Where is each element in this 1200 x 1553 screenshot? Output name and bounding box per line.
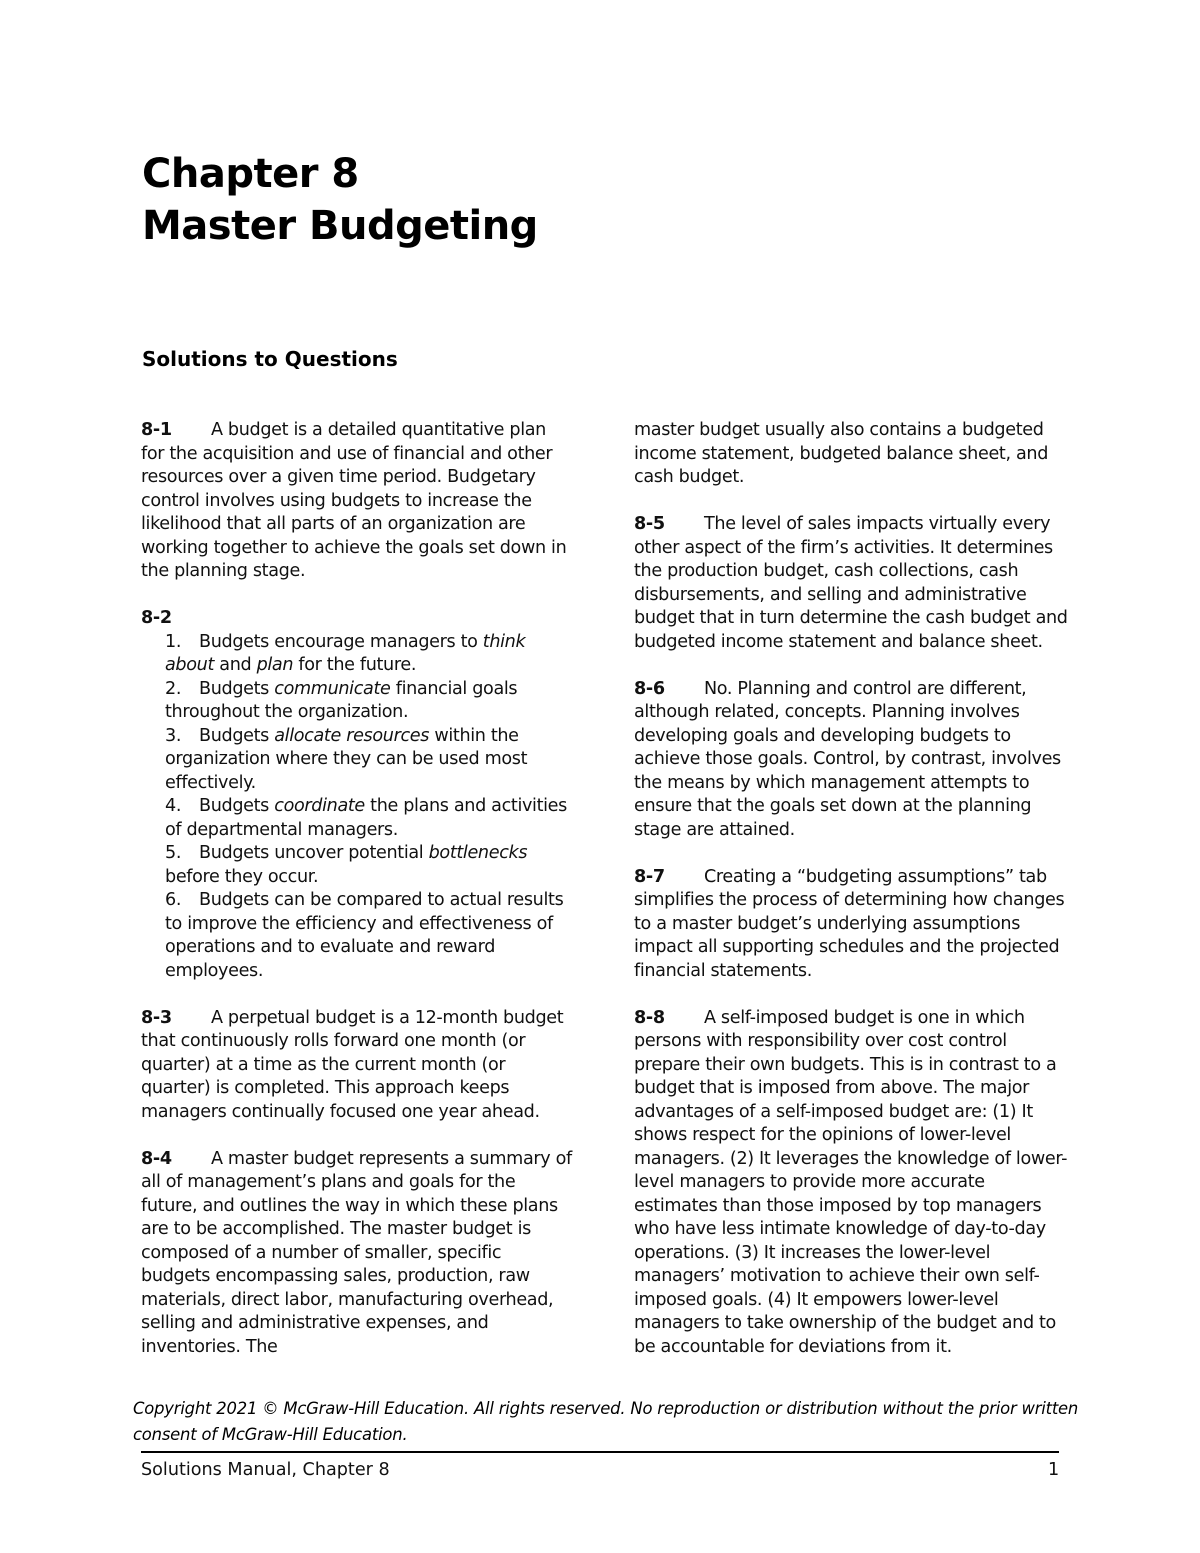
chapter-subtitle: Master Budgeting bbox=[142, 203, 538, 249]
question-8-1 bbox=[141, 419, 573, 584]
list-number: 1. bbox=[165, 631, 182, 652]
question-number: 8-1 bbox=[141, 420, 172, 440]
question-answer: No. Planning and control are different, although related, concepts. Planning involves developing goals and developing budgets to achieve those goals. Control, by contrast, involves the means by which management attempts to ensure that the goals set down at the planning stage are attained. bbox=[634, 678, 1061, 840]
question-8-2-heading bbox=[141, 607, 573, 631]
footer-text: Solutions Manual, Chapter 8 bbox=[141, 1460, 390, 1480]
list-item: 1. Budgets encourage managers to think about and plan for the future. bbox=[165, 631, 526, 675]
question-answer: A master budget represents a summary of all of management’s plans and goals for the future, and outlines the way in which these plans are to be accomplished. The master budget is composed of a number of smaller, specific budgets encompassing sales, production, raw materials, direct labor, manufacturing overhead, selling and administrative expenses, and inventories. The bbox=[141, 1148, 572, 1357]
list-number: 3. bbox=[165, 725, 182, 746]
question-number: 8-4 bbox=[141, 1148, 172, 1169]
list-number: 6. bbox=[165, 890, 182, 910]
question-answer: A perpetual budget is a 12-month budget that continuously rolls forward one month (or quarter) at a time as the current month (or quarter) is completed. This approach keeps managers continually focused one year ahead. bbox=[141, 1007, 564, 1122]
list-item: 3. Budgets allocate resources within the organization where they can be used most effectively. bbox=[165, 725, 528, 793]
copyright-notice: Copyright 2021 © McGraw-Hill Education. All rights reserved. No reproduction or distribution without the prior written consent of McGraw-Hill Education. bbox=[133, 1399, 1079, 1444]
list-number: 5. bbox=[165, 843, 182, 863]
list-item: 5. Budgets uncover potential bottlenecks before they occur. bbox=[165, 843, 528, 887]
footer-divider bbox=[141, 1451, 1059, 1453]
question-answer: A budget is a detailed quantitative plan for the acquisition and use of financial and other resources over a given time period. Budgetary control involves using budgets to increase the likelihood that all parts of an organization are working together to achieve the goals set down in the planning stage. bbox=[141, 420, 567, 581]
left-column bbox=[141, 419, 573, 1383]
question-number: 8-6 bbox=[634, 678, 665, 699]
question-number: 8-5 bbox=[634, 514, 665, 534]
question-8-4 bbox=[141, 1148, 573, 1360]
question-number: 8-7 bbox=[634, 866, 665, 887]
question-8-4-continued: master budget usually also contains a budgeted income statement, budgeted balance sheet, and cash budget. bbox=[634, 420, 1049, 487]
question-8-5 bbox=[634, 513, 1070, 654]
question-8-8 bbox=[634, 1007, 1070, 1360]
question-8-6 bbox=[634, 678, 1070, 843]
question-number: 8-8 bbox=[634, 1007, 665, 1028]
question-8-7 bbox=[634, 866, 1070, 984]
list-item: 4. Budgets coordinate the plans and activities of departmental managers. bbox=[165, 796, 567, 840]
chapter-title: Chapter 8 bbox=[142, 151, 359, 197]
right-column bbox=[634, 419, 1070, 1383]
question-8-3 bbox=[141, 1007, 573, 1125]
question-number: 8-3 bbox=[141, 1007, 172, 1028]
question-number: 8-2 bbox=[141, 608, 172, 628]
list-number: 4. bbox=[165, 796, 182, 816]
list-item: 2. Budgets communicate financial goals throughout the organization. bbox=[165, 678, 518, 722]
question-answer: Creating a “budgeting assumptions” tab simplifies the process of determining how changes to a master budget’s underlying assumptions impact all supporting schedules and the projected financial statements. bbox=[634, 866, 1065, 981]
question-answer: A self-imposed budget is one in which persons with responsibility over cost control prepare their own budgets. This is in contrast to a budget that is imposed from above. The major advantages of a self-imposed budget are: (1) It shows respect for the opinions of lower-level managers. (2) It leverages the knowledge of lower-level managers to provide more accurate estimates than those imposed by top managers who have less intimate knowledge of day-to-day operations. (3) It increases the lower-level managers’ motivation to achieve their own self-imposed goals. (4) It empowers lower-level managers to take ownership of the budget and to be accountable for deviations from it. bbox=[634, 1007, 1068, 1357]
list-item: 6. Budgets can be compared to actual results to improve the efficiency and effectiveness of operations and to evaluate and reward employees. bbox=[165, 890, 564, 981]
question-answer: The level of sales impacts virtually every other aspect of the firm’s activities. It determines the production budget, cash collections, cash disbursements, and selling and administrative budget that in turn determine the cash budget and budgeted income statement and balance sheet. bbox=[634, 514, 1068, 652]
section-heading: Solutions to Questions bbox=[142, 347, 398, 371]
page-number: 1 bbox=[1048, 1460, 1060, 1480]
list-number: 2. bbox=[165, 678, 182, 699]
